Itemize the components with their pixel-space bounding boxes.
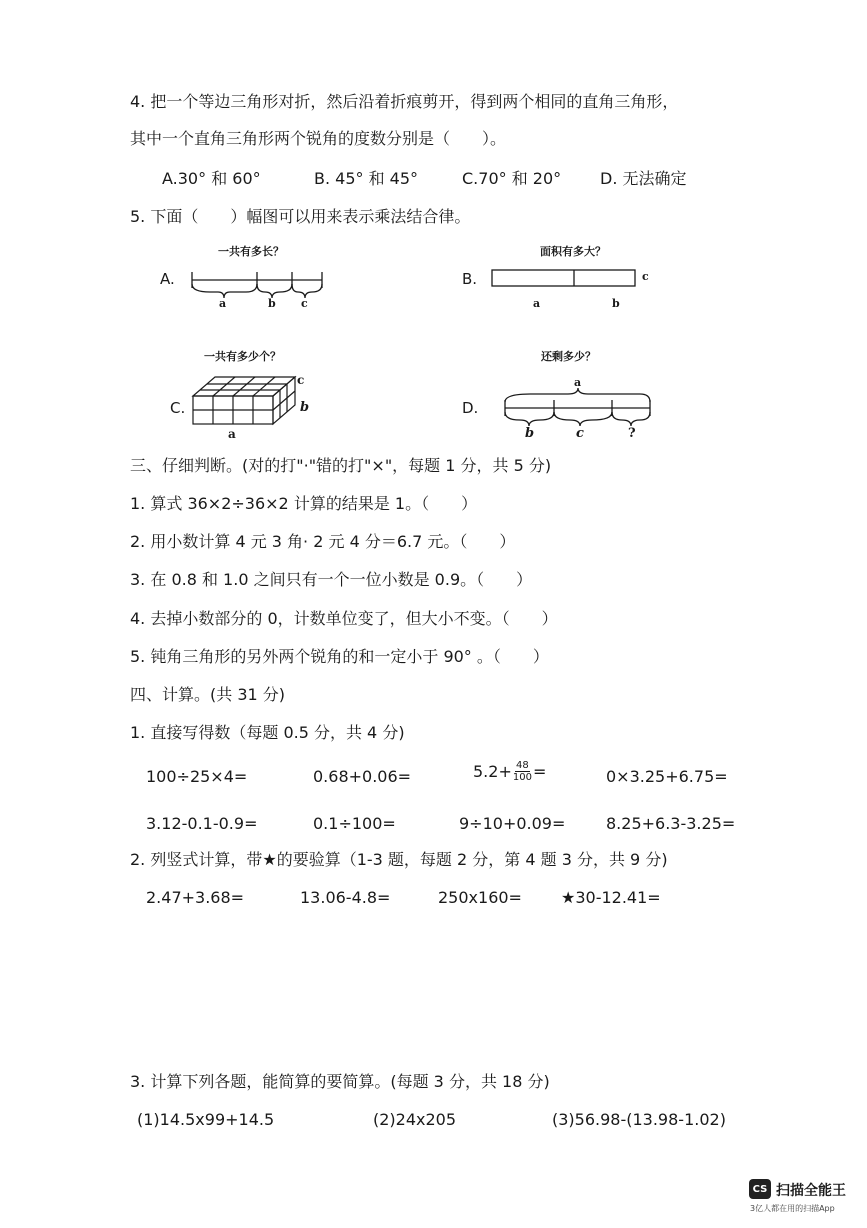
calc-1-3-prefix: 5.2+	[473, 761, 512, 781]
q4-option-d: D. 无法确定	[600, 169, 687, 188]
calc-1-2: 0.68+0.06=	[313, 767, 412, 786]
scanner-logo-icon: CS	[749, 1179, 771, 1199]
q5-a-label-c: c	[301, 297, 308, 310]
vertical-calc-2: 13.06-4.8=	[300, 888, 391, 907]
simplify-calc-2: (2)24x205	[373, 1110, 457, 1129]
simplify-calc-3: (3)56.98-(13.98-1.02)	[552, 1110, 726, 1129]
q5-b-label-a: a	[533, 297, 541, 310]
q4-line1: 4. 把一个等边三角形对折，然后沿着折痕剪开，得到两个相同的直角三角形，	[130, 92, 679, 111]
q5-d-label-question: ?	[628, 426, 636, 441]
calc-1-3	[473, 760, 546, 783]
q5-a-label-a: a	[219, 297, 227, 310]
q5-d-segment-figure	[0, 0, 867, 460]
q5-c-title: 一共有多少个？	[204, 350, 281, 363]
fraction-numerator: 48	[516, 760, 529, 771]
section3-item-2: 2. 用小数计算 4 元 3 角· 2 元 4 分＝6.7 元。（ ）	[130, 532, 516, 551]
fraction	[513, 760, 532, 783]
section4-part3-title: 3. 计算下列各题，能简算的要简算。(每题 3 分，共 18 分)	[130, 1072, 550, 1091]
q4-line2: 其中一个直角三角形两个锐角的度数分别是（ ）。	[130, 129, 507, 148]
calc-2-1: 3.12-0.1-0.9=	[146, 814, 258, 833]
q5-a-title: 一共有多长？	[218, 245, 284, 258]
q5-b-label-b: b	[612, 297, 620, 310]
section3-item-1: 1. 算式 36×2÷36×2 计算的结果是 1。（ ）	[130, 494, 478, 513]
q4-option-a: A.30° 和 60°	[162, 169, 261, 188]
q5-d-title: 还剩多少？	[541, 350, 596, 363]
calc-2-4: 8.25+6.3-3.25=	[606, 814, 736, 833]
q5-c-label-a: a	[228, 427, 236, 441]
watermark-tagline: 3亿人都在用的扫描App	[750, 1204, 835, 1213]
q5-b-label-c: c	[642, 270, 649, 283]
calc-1-3-equals: =	[532, 761, 547, 781]
q5-stem: 5. 下面（ ）幅图可以用来表示乘法结合律。	[130, 207, 471, 226]
fraction-denominator: 100	[512, 772, 532, 783]
vertical-calc-1: 2.47+3.68=	[146, 888, 245, 907]
q5-b-letter: B.	[462, 270, 478, 288]
section4-part1-title: 1. 直接写得数（每题 0.5 分，共 4 分)	[130, 723, 405, 742]
q5-d-label-a: a	[574, 376, 582, 389]
vertical-calc-4: ★30-12.41=	[561, 888, 661, 907]
q5-a-label-b: b	[268, 297, 276, 310]
simplify-calc-1: (1)14.5x99+14.5	[137, 1110, 275, 1129]
q5-a-letter: A.	[160, 270, 175, 288]
q5-d-letter: D.	[462, 399, 479, 417]
q5-c-letter: C.	[170, 399, 186, 417]
watermark-brand: 扫描全能王	[776, 1183, 846, 1199]
section3-item-5: 5. 钝角三角形的另外两个锐角的和一定小于 90° 。（ ）	[130, 647, 549, 666]
q5-c-label-b: b	[300, 400, 310, 415]
calc-1-4: 0×3.25+6.75=	[606, 767, 728, 786]
q5-c-label-c: c	[297, 373, 305, 387]
section3-item-4: 4. 去掉小数部分的 0，计数单位变了，但大小不变。（ ）	[130, 609, 558, 628]
q5-d-label-c: c	[576, 426, 584, 441]
calc-1-1: 100÷25×4=	[146, 767, 248, 786]
q5-b-title: 面积有多大？	[540, 245, 606, 258]
calc-2-3: 9÷10+0.09=	[459, 814, 566, 833]
q4-option-c: C.70° 和 20°	[462, 169, 562, 188]
vertical-calc-3: 250x160=	[438, 888, 522, 907]
section3-item-3: 3. 在 0.8 和 1.0 之间只有一个一位小数是 0.9。（ ）	[130, 570, 533, 589]
q4-option-b: B. 45° 和 45°	[314, 169, 419, 188]
section3-title: 三、仔细判断。(对的打"·"错的打"×"，每题 1 分，共 5 分)	[130, 456, 552, 475]
section4-title: 四、计算。(共 31 分)	[130, 685, 286, 704]
section4-part2-title: 2. 列竖式计算，带★的要验算（1-3 题，每题 2 分，第 4 题 3 分，共 9 分)	[130, 850, 668, 869]
calc-2-2: 0.1÷100=	[313, 814, 396, 833]
q5-d-label-b: b	[525, 426, 535, 441]
